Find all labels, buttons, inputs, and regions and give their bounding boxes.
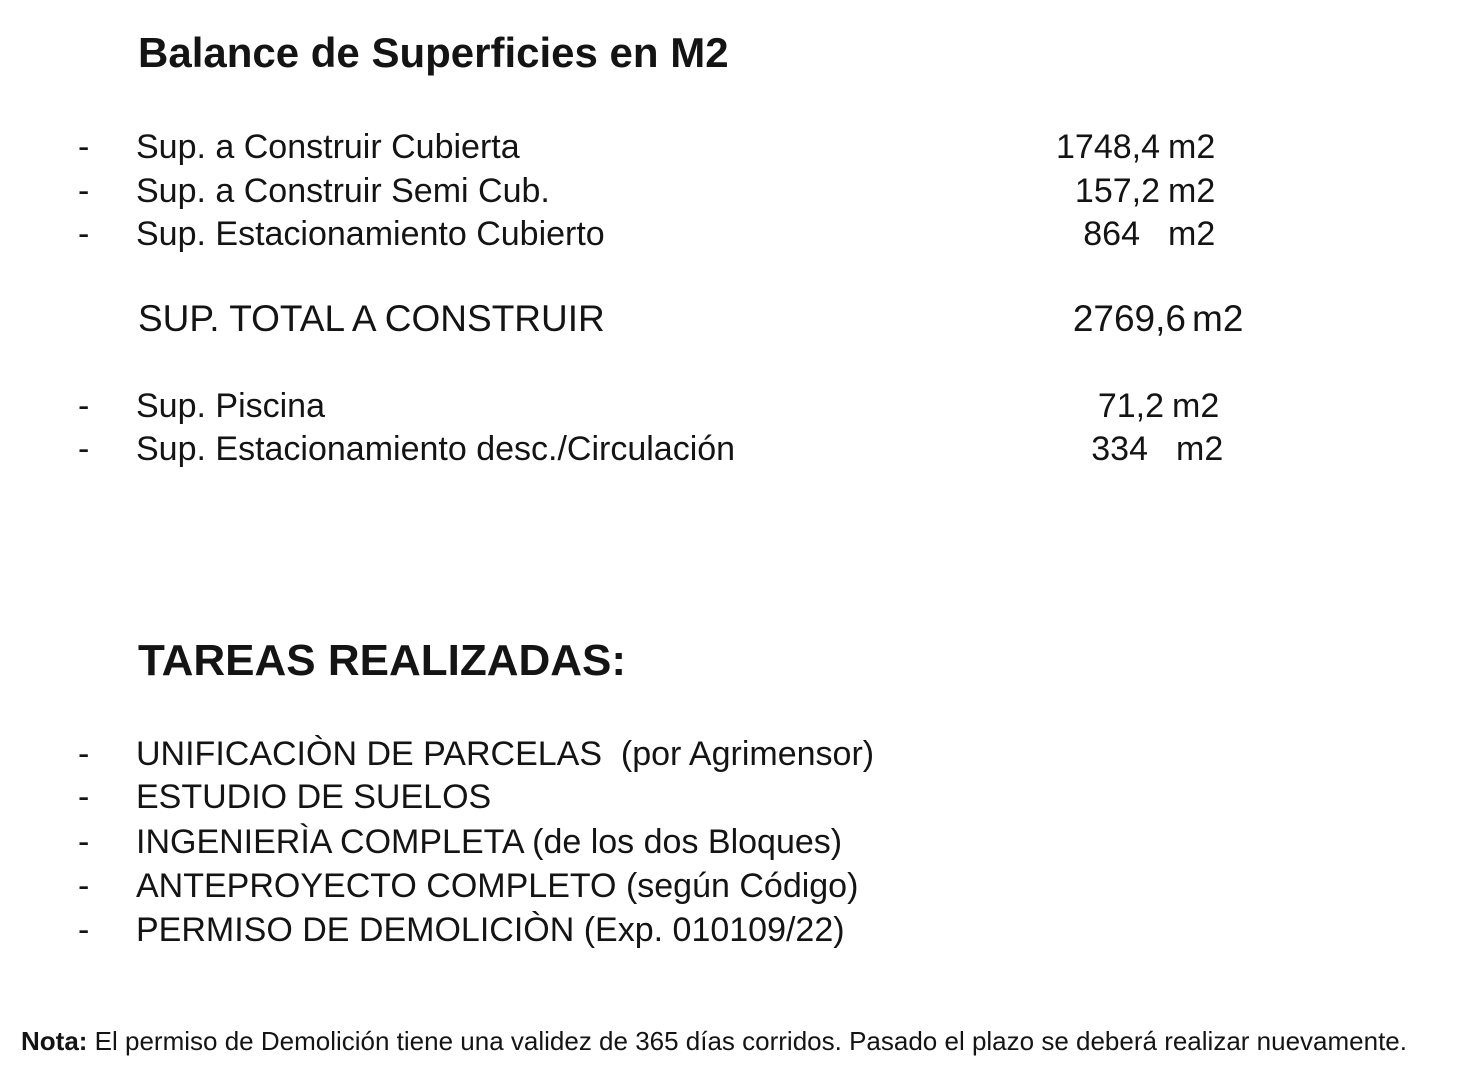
bullet-dash: -: [78, 172, 90, 210]
surface-unit-semicub: m2: [1168, 172, 1216, 210]
surface-label-cubierta: Sup. a Construir Cubierta: [136, 128, 520, 166]
bullet-dash: -: [78, 735, 90, 773]
bullet-dash: -: [78, 911, 90, 949]
surface-value-semicub: 157,2: [1074, 172, 1160, 210]
note-text: El permiso de Demolición tiene una validez de 365 días corridos. Pasado el plazo se deberá realizar nuevamente.: [94, 1026, 1407, 1056]
note-paragraph: [21, 1025, 1421, 1058]
surface-label-circulacion: Sup. Estacionamiento desc./Circulación: [136, 430, 736, 468]
task-item: INGENIERÌA COMPLETA (de los dos Bloques): [136, 823, 843, 861]
task-item: ESTUDIO DE SUELOS: [136, 778, 492, 816]
bullet-dash: -: [78, 128, 90, 166]
surface-label-estacionamiento: Sup. Estacionamiento Cubierto: [136, 215, 605, 253]
surface-value-circulacion: 334: [1091, 430, 1148, 468]
total-label: SUP. TOTAL A CONSTRUIR: [138, 298, 605, 339]
total-value: 2769,6: [1072, 298, 1186, 339]
surface-label-semicub: Sup. a Construir Semi Cub.: [136, 172, 550, 210]
note-label: Nota:: [21, 1026, 88, 1056]
surface-value-estacionamiento: 864: [1083, 215, 1140, 253]
surface-label-piscina: Sup. Piscina: [136, 387, 325, 425]
surface-unit-cubierta: m2: [1168, 128, 1216, 166]
bullet-dash: -: [78, 387, 90, 425]
task-item: UNIFICACIÒN DE PARCELAS (por Agrimensor): [136, 735, 875, 773]
surface-unit-estacionamiento: m2: [1168, 215, 1216, 253]
bullet-dash: -: [78, 430, 90, 468]
surface-value-cubierta: 1748,4: [1056, 128, 1160, 166]
total-unit: m2: [1192, 298, 1244, 339]
tareas-title: TAREAS REALIZADAS:: [138, 636, 627, 685]
bullet-dash: -: [78, 823, 90, 861]
surface-unit-circulacion: m2: [1176, 430, 1224, 468]
surface-value-piscina: 71,2: [1097, 387, 1164, 425]
task-item: PERMISO DE DEMOLICIÒN (Exp. 010109/22): [136, 911, 845, 949]
bullet-dash: -: [78, 215, 90, 253]
bullet-dash: -: [78, 867, 90, 905]
bullet-dash: -: [78, 778, 90, 816]
balance-title: Balance de Superficies en M2: [138, 29, 729, 76]
task-item: ANTEPROYECTO COMPLETO (según Código): [136, 867, 859, 905]
surface-unit-piscina: m2: [1172, 387, 1220, 425]
